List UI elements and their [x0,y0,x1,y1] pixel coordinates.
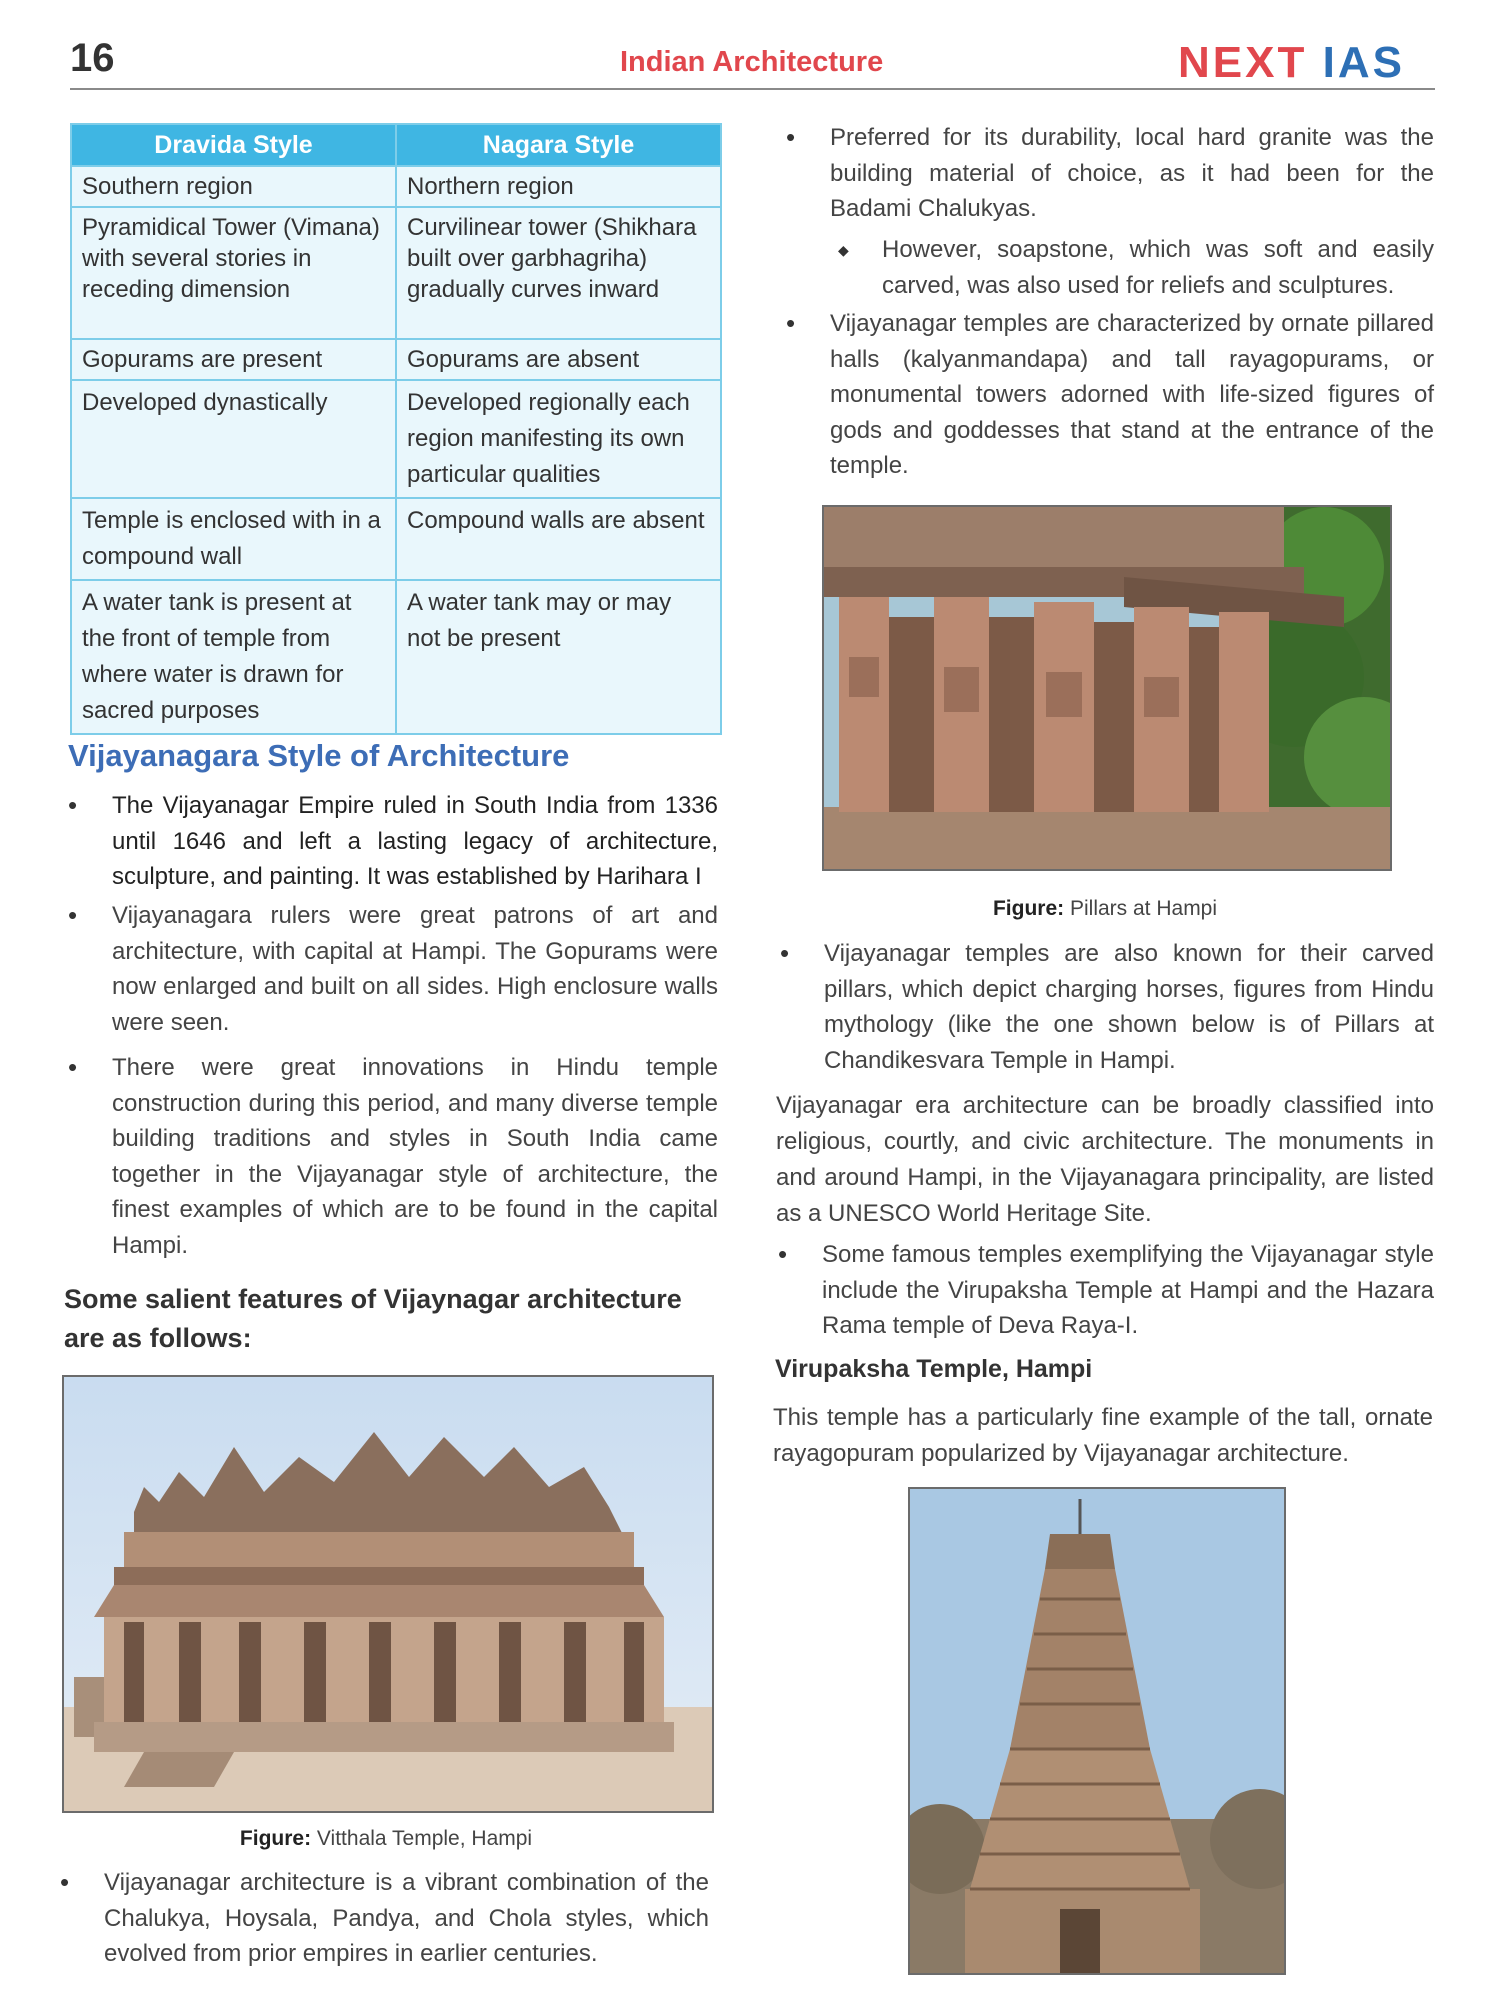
next-ias-logo [1178,38,1405,88]
sub-list-item: ◆ However, soapstone, which was soft and easily carved, was also used for reliefs and sculptures. [882,232,1434,304]
list-item: • Vijayanagar architecture is a vibrant combination of the Chalukya, Hoysala, Pandya, and Chola styles, which evolved from prior empires in earlier centuries. [104,1865,709,1972]
subheading-virupaksha: Virupaksha Temple, Hampi [775,1355,1093,1383]
page-number: 16 [70,36,115,80]
table-header-row [71,124,721,166]
header-divider [70,88,1435,90]
list-item: • Preferred for its durability, local hard granite was the building material of choice, as it had been for the Badami Chalukyas. [830,120,1434,227]
paragraph-classification: Vijayanagar era architecture can be broadly classified into religious, courtly, and civic architecture. The monuments in and around Hampi, in the Vijayanagara principality, are listed as a UNESCO World Heritage Site. [776,1092,1434,1227]
subheading-salient-features: Some salient features of Vijaynagar architecture are as follows: [64,1284,682,1353]
figure-caption-text: Pillars at Hampi [1069,897,1218,920]
table-row [71,207,721,339]
table-row [71,498,721,580]
vitthala-temple-illustration [64,1377,712,1811]
table-cell: Pyramidical Tower (Vimana) with several stories in receding dimension [71,207,396,339]
table-cell: Temple is enclosed with in a compound wall [71,498,396,580]
logo-ias: IAS [1322,38,1405,87]
running-title: Indian Architecture [620,46,884,78]
figure-label: Figure: [992,897,1065,920]
table-row [71,339,721,380]
virupaksha-temple-photo [908,1487,1286,1975]
hampi-pillars-photo [822,505,1392,871]
table-row [71,380,721,498]
table-cell: Compound walls are absent [396,498,721,580]
table-cell: A water tank is present at the front of temple from where water is drawn for sacred purposes [71,580,396,734]
vitthala-temple-photo [62,1375,714,1813]
logo-next: NEXT [1178,38,1308,87]
figure-caption-vitthala [62,1827,710,1851]
list-item: • Vijayanagar temples are also known for their carved pillars, which depict charging horses, figures from Hindu mythology (like the one shown below is of Pillars at Chandikesvara Temple in Hampi. [824,936,1434,1078]
list-item: • Vijayanagara rulers were great patrons of art and architecture, with capital at Hampi. The Gopurams were now enlarged and built on all sides. High enclosure walls were seen. [112,898,718,1040]
table-cell: Curvilinear tower (Shikhara built over garbhagriha) gradually curves inward [396,207,721,339]
section-title: Vijayanagara Style of Architecture [68,738,570,773]
column-header-dravida: Dravida Style [71,124,396,166]
table-cell: Southern region [71,166,396,207]
dravida-nagara-comparison-table [70,123,722,735]
table-cell: Gopurams are present [71,339,396,380]
list-item: • There were great innovations in Hindu temple construction during this period, and many diverse temple building traditions and styles in South India came together in the Vijayanagar style of architecture, the finest examples of which are to be found in the capital Hampi. [112,1050,718,1263]
table-cell: Gopurams are absent [396,339,721,380]
table-cell: Northern region [396,166,721,207]
table-cell: Developed dynastically [71,380,396,498]
figure-caption-text: Vitthala Temple, Hampi [316,1827,533,1850]
table-cell: A water tank may or may not be present [396,580,721,734]
virupaksha-gopuram-illustration [910,1489,1284,1973]
column-header-nagara: Nagara Style [396,124,721,166]
table-row [71,580,721,734]
list-item: • The Vijayanagar Empire ruled in South India from 1336 until 1646 and left a lasting legacy of architecture, sculpture, and painting. It was established by Harihara I [112,788,718,895]
hampi-pillars-illustration [824,507,1390,869]
list-item: • Vijayanagar temples are characterized by ornate pillared halls (kalyanmandapa) and tall rayagopurams, or monumental towers adorned with life-sized figures of gods and goddesses that stand at the entrance of the temple. [830,306,1434,484]
figure-label: Figure: [239,1827,312,1850]
figure-caption-pillars [822,897,1388,921]
table-row [71,166,721,207]
table-cell: Developed regionally each region manifesting its own particular qualities [396,380,721,498]
paragraph-virupaksha: This temple has a particularly fine example of the tall, ornate rayagopuram popularized by Vijayanagar architecture. [773,1404,1433,1467]
list-item: • Some famous temples exemplifying the Vijayanagar style include the Virupaksha Temple at Hampi and the Hazara Rama temple of Deva Raya-I. [822,1237,1434,1344]
